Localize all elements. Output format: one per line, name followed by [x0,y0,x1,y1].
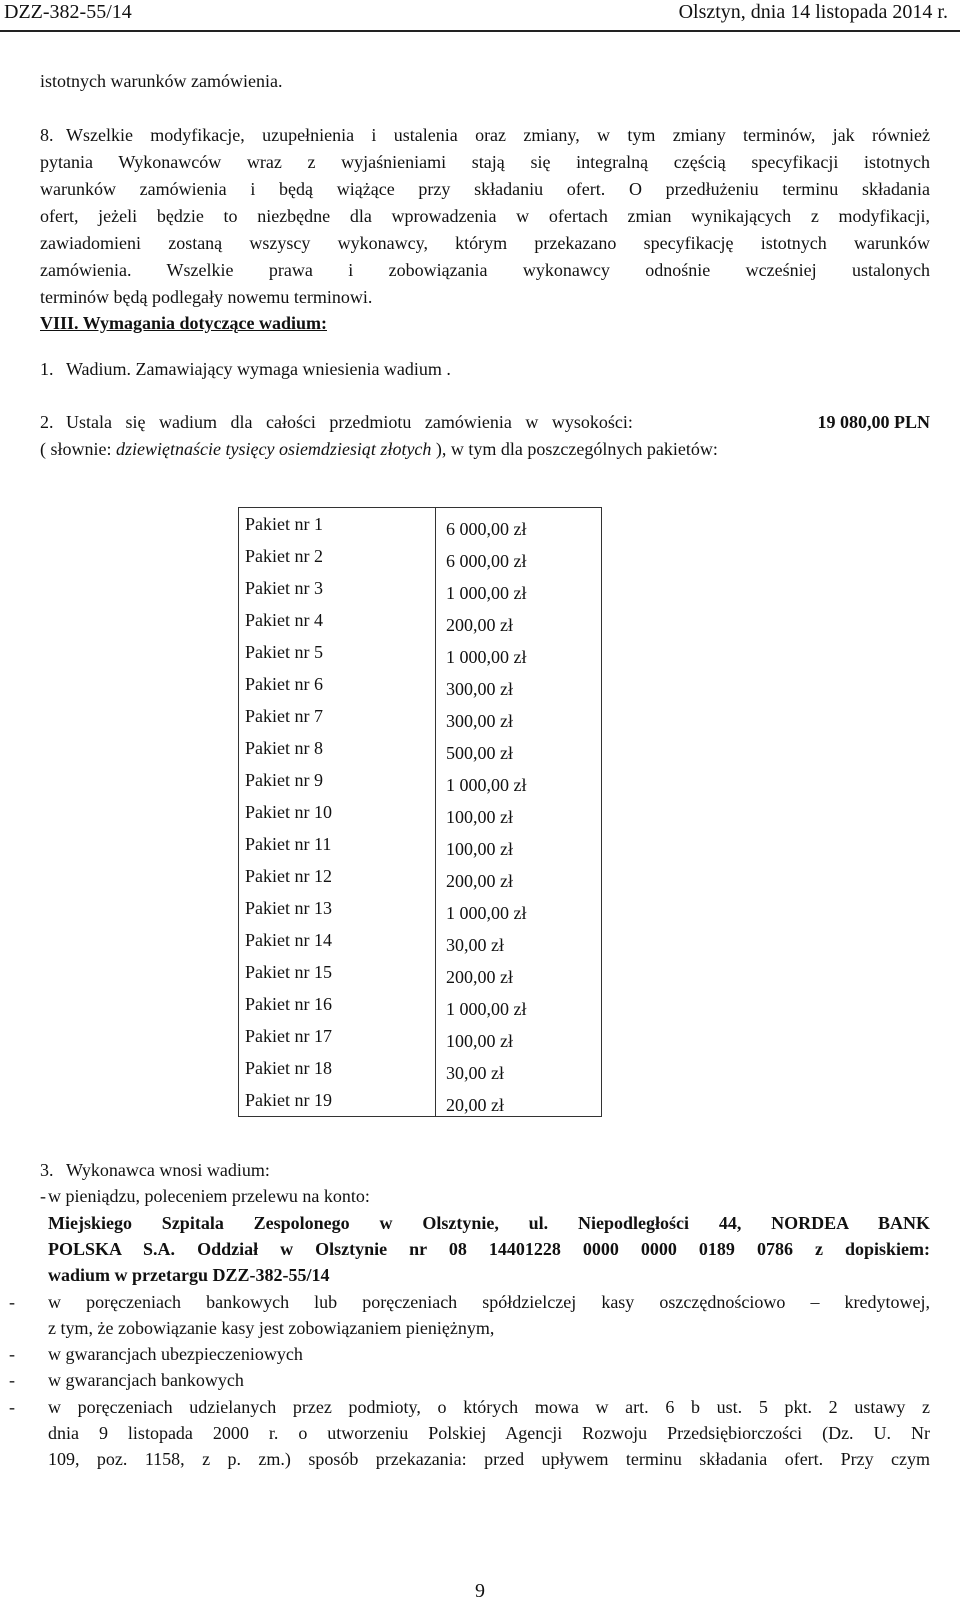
package-amount: 1 000,00 zł [446,646,527,667]
package-name: Pakiet nr 17 [239,1020,436,1052]
package-amount: 200,00 zł [446,870,513,891]
package-name: Pakiet nr 19 [239,1084,436,1117]
table-row [239,828,602,860]
bullet-dash: - [9,1370,15,1390]
package-amount: 1 000,00 zł [446,902,527,923]
table-row [239,508,602,541]
package-name: Pakiet nr 1 [239,508,436,541]
package-amount: 100,00 zł [446,806,513,827]
package-name: Pakiet nr 2 [239,540,436,572]
amount-words-prefix: ( słownie: [40,439,112,459]
item-1-text: Wadium. Zamawiający wymaga wniesienia wadium . [66,359,451,379]
bank-account-line-1: Miejskiego Szpitala Zespolonego w Olsztynie, ul. Niepodległości 44, NORDEA BANK [48,1213,930,1233]
bullet-bank-guarantees: w gwarancjach bankowych [48,1370,244,1390]
bullet-parp-line-3: 109, poz. 1158, z p. zm.) sposób przekazania: przed upływem terminu składania ofert. Przy czym [48,1449,930,1469]
package-amount: 200,00 zł [446,966,513,987]
package-name: Pakiet nr 16 [239,988,436,1020]
package-amount: 30,00 zł [446,1062,504,1083]
point-8-line-4: ofert, jeżeli będzie to niezbędne dla wprowadzenia w ofertach zmian wynikających z modyfikacji, [40,206,930,226]
table-row [239,700,602,732]
package-amount: 6 000,00 zł [446,518,527,539]
package-name: Pakiet nr 5 [239,636,436,668]
document-reference: DZZ-382-55/14 [4,1,132,23]
package-amount: 100,00 zł [446,838,513,859]
package-amount: 300,00 zł [446,678,513,699]
bank-account-line-2: POLSKA S.A. Oddział w Olsztynie nr 08 14401228 0000 0000 0189 0786 z dopiskiem: [48,1239,930,1259]
intro-line: istotnych warunków zamówienia. [40,71,283,91]
package-amount: 500,00 zł [446,742,513,763]
table-row [239,668,602,700]
bullet-insurance-guarantees: w gwarancjach ubezpieczeniowych [48,1344,303,1364]
table-row [239,636,602,668]
package-name: Pakiet nr 13 [239,892,436,924]
package-name: Pakiet nr 11 [239,828,436,860]
page-number: 9 [475,1580,485,1602]
table-row [239,1052,602,1084]
table-row [239,1020,602,1052]
table-row [239,540,602,572]
point-8-number: 8. [40,125,54,145]
table-row [239,956,602,988]
package-name: Pakiet nr 7 [239,700,436,732]
bullet-sureties-line-1: w poręczeniach bankowych lub poręczeniach spółdzielczej kasy oszczędnościowo – kredytowej, [48,1292,930,1312]
package-amount: 100,00 zł [446,1030,513,1051]
package-amount: 1 000,00 zł [446,998,527,1019]
package-amount: 30,00 zł [446,934,504,955]
table-row [239,860,602,892]
package-amount: 200,00 zł [446,614,513,635]
item-2-text: Ustala się wadium dla całości przedmiotu zamówienia w wysokości: [66,412,633,432]
package-amount: 6 000,00 zł [446,550,527,571]
table-row [239,732,602,764]
package-amount: 1 000,00 zł [446,582,527,603]
page-header [0,0,960,32]
amount-in-words: dziewiętnaście tysięcy osiemdziesiąt złotych [116,439,432,459]
table-row [239,796,602,828]
table-row [239,1084,602,1117]
package-name: Pakiet nr 18 [239,1052,436,1084]
item-2-number: 2. [40,412,54,432]
item-2-line-1 [66,412,930,433]
item-3-number: 3. [40,1160,54,1180]
package-name: Pakiet nr 12 [239,860,436,892]
bullet-dash: - [9,1344,15,1364]
package-name: Pakiet nr 15 [239,956,436,988]
item-3-text: Wykonawca wnosi wadium: [66,1160,270,1180]
package-name: Pakiet nr 10 [239,796,436,828]
package-amount: 1 000,00 zł [446,774,527,795]
package-name: Pakiet nr 3 [239,572,436,604]
table-row [239,572,602,604]
bullet-parp-line-2: dnia 9 listopada 2000 r. o utworzeniu Polskiej Agencji Rozwoju Przedsiębiorczości (Dz. U. Nr [48,1423,930,1443]
amount-words-suffix: ), w tym dla poszczególnych pakietów: [435,439,718,459]
table-row [239,604,602,636]
package-name: Pakiet nr 4 [239,604,436,636]
point-8-line-6: zamówienia. Wszelkie prawa i zobowiązania wykonawcy odnośnie wcześniej ustalonych [40,260,930,280]
point-8-line-3: warunków zamówienia i będą wiążące przy składaniu ofert. O przedłużeniu terminu składania [40,179,930,199]
point-8-line-7: terminów będą podlegały nowemu terminowi. [40,287,373,307]
package-amount: 20,00 zł [446,1094,504,1115]
point-8-line-5: zawiadomieni zostaną wszyscy wykonawcy, którym przekazano specyfikację istotnych warunków [40,233,930,253]
bank-account-line-3: wadium w przetargu DZZ-382-55/14 [48,1265,330,1285]
table-row [239,892,602,924]
package-name: Pakiet nr 8 [239,732,436,764]
bullet-dash: - [40,1186,46,1206]
packages-table [238,507,602,1117]
bullet-dash: - [9,1292,15,1312]
bullet-transfer: w pieniądzu, poleceniem przelewu na konto: [48,1186,370,1206]
total-amount: 19 080,00 PLN [817,412,930,432]
table-row [239,988,602,1020]
package-name: Pakiet nr 9 [239,764,436,796]
item-2-line-2 [40,439,718,460]
place-and-date: Olsztyn, dnia 14 listopada 2014 r. [678,1,948,23]
point-8-line-2: pytania Wykonawców wraz z wyjaśnieniami stają się integralną częścią specyfikacji istotnych [40,152,930,172]
package-name: Pakiet nr 14 [239,924,436,956]
item-1-number: 1. [40,359,54,379]
bullet-sureties-line-2: z tym, że zobowiązanie kasy jest zobowiązaniem pieniężnym, [48,1318,495,1338]
bullet-parp-line-1: w poręczeniach udzielanych przez podmioty, o których mowa w art. 6 b ust. 5 pkt. 2 ustawy z [48,1397,930,1417]
package-name: Pakiet nr 6 [239,668,436,700]
section-heading-wadium: VIII. Wymagania dotyczące wadium: [40,313,327,333]
point-8-line-1: Wszelkie modyfikacje, uzupełnienia i ustalenia oraz zmiany, w tym zmiany terminów, jak również [66,125,930,145]
bullet-dash: - [9,1397,15,1417]
table-row [239,924,602,956]
package-amount: 300,00 zł [446,710,513,731]
table-row [239,764,602,796]
